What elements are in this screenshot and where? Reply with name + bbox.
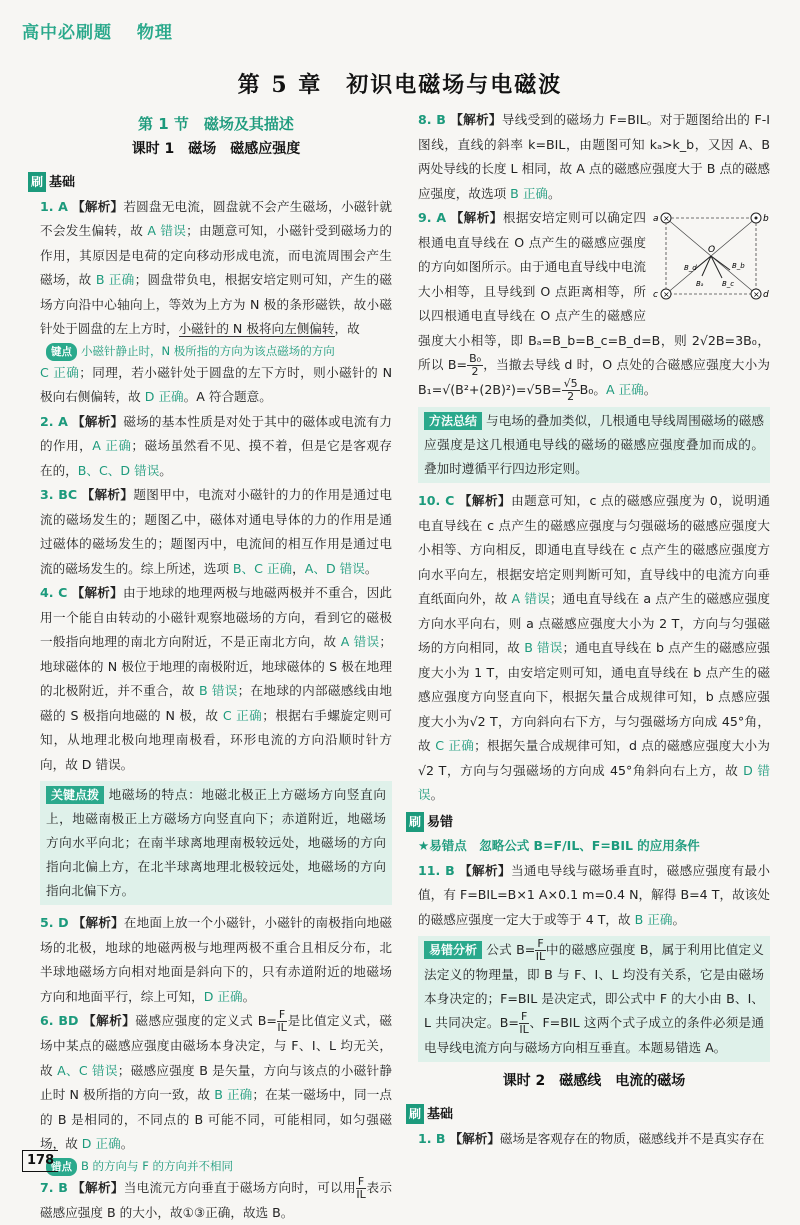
right-column: [418, 108, 770, 1151]
answer-7: 7. B 【解析】当电流元方向垂直于磁场方向时，可以用 $\frac{F}{IL}$ 表示磁感应强度 B 的大小，故①③正确，故选 B。: [40, 1176, 392, 1225]
answer-8: 8. B 【解析】导线受到的磁场力 F=BIL。对于题图给出的 F-I 图线，直线的斜率 k=BIL，由题图可知 kₐ>k_b，又因 A、B 两处导线的长度 L 相同，故 A 点的磁感应强度大于 B 点的磁感应强度，故选项 B 正确。: [418, 108, 770, 206]
answer-6: 6. BD 【解析】磁感应强度的定义式 B= $\frac{F}{IL}$ 是比值定义式，磁场中某点的磁感应强度由磁场本身决定，与 F、I、L 均无关，故 A、C 错误；磁感应强度 B 是矢量，方向与该点的小磁针静止时 N 极所指的方向一致，故 B 正确；在某一磁场中，同一点的 B 是相同的，不同点的 B 可能不同，可能相同，如匀强磁场，故 D 正确。 错点 B 的方向与 F 的方向并不相同: [40, 1009, 392, 1176]
book-series-header: [22, 18, 191, 43]
answer-9: × × × a b c d O B_b B_d Bₐ B_c 9. A 【解析】根据安培定则可以确定四根通电直导线在 O 点产生的磁感应强度的方向如图所示。由于通电直导线中电流大小相等，且导线到 O 点距离相等，所以四根通电直导线在 O 点产生的磁感应强度大小相等，即 Bₐ=B_b=B_c=B_d=B，则 2√2B=3B₀，所以 B= $\frac{\text{B₀}}{2}$ ，当撤去导线 d 时，O 点处的合磁感应强度大小为 B₁=√(B²+(2B)²)=√5B= $\frac{√5}{2}$ B₀。A 正确。: [418, 206, 770, 403]
tag-basics-2: 刷 基础: [406, 1104, 459, 1124]
svg-text:b: b: [763, 214, 769, 224]
lesson2-answer-1: 1. B 【解析】磁场是客观存在的物质，磁感线并不是真实存在: [418, 1127, 770, 1152]
vector-bb: [711, 256, 730, 270]
svg-text:d: d: [763, 290, 769, 300]
svg-text:B_b: B_b: [732, 262, 745, 270]
chapter-title: 第 5 章 初识电磁场与电磁波: [0, 68, 800, 99]
method-summary-box: 方法总结 与电场的叠加类似，几根通电导线周围磁场的磁感应强度是这几根通电导线的磁场的磁感应强度叠加而成的。叠加时遵循平行四边形定则。: [418, 407, 770, 483]
vector-bc: [711, 256, 722, 278]
error-prone-point: ★易错点 忽略公式 B=F/IL、F=BIL 的应用条件: [418, 834, 770, 859]
svg-text:×: ×: [753, 290, 760, 299]
key-point-note: 键点 小磁针静止时，N 极所指的方向为该点磁场的方向: [40, 342, 392, 361]
answer-4: 4. C 【解析】由于地球的地理两极与地磁两极并不重合，因此用一个能自由转动的小磁针观察地磁场的方向，看到它的磁极一般指向地理的南北方向附近，不是正南北方向，故 A 错误；地球磁体的 N 极位于地理的南极附近，地球磁体的 S 极在地理的北极附近，并不重合，故 B 错误；在地球的内部磁感线由地磁的 S 极指向地磁的 N 极，故 C 正确；根据右手螺旋定则可知，从地理北极向地理南极看，环形电流的方向沿顺时针方向，故 D 错误。: [40, 581, 392, 777]
lesson-2-title: 课时 2 磁感线 电流的磁场: [418, 1068, 770, 1094]
fraction: $\frac{F}{IL}$: [356, 1176, 366, 1201]
answer-1: 1. A 【解析】若圆盘无电流，圆盘就不会产生磁场，小磁针就不会发生偏转，故 A 错误；由题意可知，小磁针受到磁场力的作用，其原因是电荷的定向移动形成电流，而电流周围会产生磁场，故 B 正确；圆盘带负电，根据安培定则可知，产生的磁场方向沿中心轴向上，等效为上方为 N 极的条形磁铁，故小磁针处于圆盘的左上方时，小磁针的 N 极将向左侧偏转，故 键点 小磁针静止时，N 极所指的方向为该点磁场的方向 C 正确；同理，若小磁针处于圆盘的左下方时，则小磁针的 N 极向右侧偏转，故 D 正确。A 符合题意。: [40, 195, 392, 410]
tag-mark: 刷: [28, 172, 46, 192]
svg-text:B_c: B_c: [722, 280, 734, 288]
section-title: 第 1 节 磁场及其描述: [40, 112, 392, 136]
answer-11: 11. B 【解析】当通电导线与磁场垂直时，磁感应强度有最小值，有 F=BIL=B×1 A×0.1 m=0.4 N，解得 B=4 T，故该处的磁感应强度一定大于或等于 4 T，故 B 正确。: [418, 859, 770, 933]
vector-ba: [702, 256, 711, 276]
answer-3: 3. BC 【解析】题图甲中，电流对小磁针的力的作用是通过电流的磁场发生的；题图乙中，磁体对通电导体的力的作用是通过磁体的磁场发生的；题图丙中，电流间的相互作用是通过电流的磁场发生的。综上所述，选项 B、C 正确，A、D 错误。: [40, 483, 392, 581]
svg-text:O: O: [708, 245, 715, 255]
wire-field-diagram: [652, 208, 770, 304]
svg-text:Bₐ: Bₐ: [696, 280, 704, 288]
tag-basics: 刷 基础: [28, 172, 81, 192]
error-analysis-box: 易错分析 公式 B= $\frac{F}{IL}$ 中的磁感应强度 B，属于利用比值定义法定义的物理量，即 B 与 F、I、L 均没有关系，它是由磁场本身决定的；F=BIL 是决定式，即公式中 F 的大小由 B、I、L 共同决定。B= $\frac{F}{IL}$ 、F=BIL 这两个式子成立的条件必须是通电导线电流方向与磁场方向相互垂直。本题易错选 A。: [418, 936, 770, 1062]
fraction: $\frac{F}{IL}$: [277, 1009, 287, 1034]
subject-name: 物理: [137, 23, 173, 43]
svg-text:c: c: [653, 290, 658, 300]
key-tip-box: 关键点拨 地磁场的特点：地磁北极正上方磁场方向竖直向上，地磁南极正上方磁场方向竖直向下；赤道附近，地磁场方向水平向北；在南半球离地理南极较远处，地磁场的方向指向北偏上方，在北半球离地理北极较远处，地磁场的方向指向北偏下方。: [40, 781, 392, 905]
tag-error-prone: 刷 易错: [406, 812, 459, 832]
answer-5: 5. D 【解析】在地面上放一个小磁针，小磁针的南极指向地磁场的北极，地球的地磁两极与地理两极不重合且相反分布，北半球地磁场方向相对地面是斜向下的，只有赤道附近的地磁场方向和地面平行，综上可知，D 正确。: [40, 911, 392, 1009]
fraction: $\frac{√5}{2}$: [562, 378, 580, 403]
lesson-1-title: 课时 1 磁场 磁感应强度: [40, 136, 392, 162]
svg-text:a: a: [653, 214, 659, 224]
left-column: [40, 108, 392, 1225]
svg-text:×: ×: [663, 214, 670, 223]
series-name: 高中必刷题: [22, 23, 112, 43]
svg-text:B_d: B_d: [684, 264, 697, 272]
fraction: $\frac{F}{IL}$: [519, 1011, 529, 1036]
page-number: 178: [22, 1150, 58, 1172]
answer-10: 10. C 【解析】由题意可知，c 点的磁感应强度为 0，说明通电直导线在 c 点产生的磁感应强度与匀强磁场的磁感应强度大小相等、方向相反，即通电直导线在 c 点产生的磁感应强度方向水平向左，根据安培定则判断可知，直导线中的电流方向垂直纸面向外，故 A 错误；通电直导线在 a 点产生的磁感应强度方向水平向右，则 a 点磁感应强度大小为 2 T，方向与匀强磁场的方向相同，故 B 错误；通电直导线在 b 点产生的磁感应强度大小为 1 T，由安培定则可知，通电直导线在 b 点产生的磁感应强度方向竖直向下，根据矢量合成规律可知，b 点感应强度大小为√2 T，方向斜向右下方，与匀强磁场方向成 45°角，故 C 正确；根据矢量合成规律可知，d 点的磁感应强度大小为√2 T，方向与匀强磁场的方向成 45°角斜向右上方，故 D 错误。: [418, 489, 770, 808]
fraction: $\frac{F}{IL}$: [535, 938, 545, 963]
svg-text:×: ×: [663, 290, 670, 299]
fraction: $\frac{\text{B₀}}{2}$: [467, 353, 483, 378]
answer-2: 2. A 【解析】磁场的基本性质是对处于其中的磁体或电流有力的作用，A 正确；磁场虽然看不见、摸不着，但是它是客观存在的，B、C、D 错误。: [40, 410, 392, 484]
error-point-note: 错点 B 的方向与 F 的方向并不相同: [40, 1157, 392, 1176]
